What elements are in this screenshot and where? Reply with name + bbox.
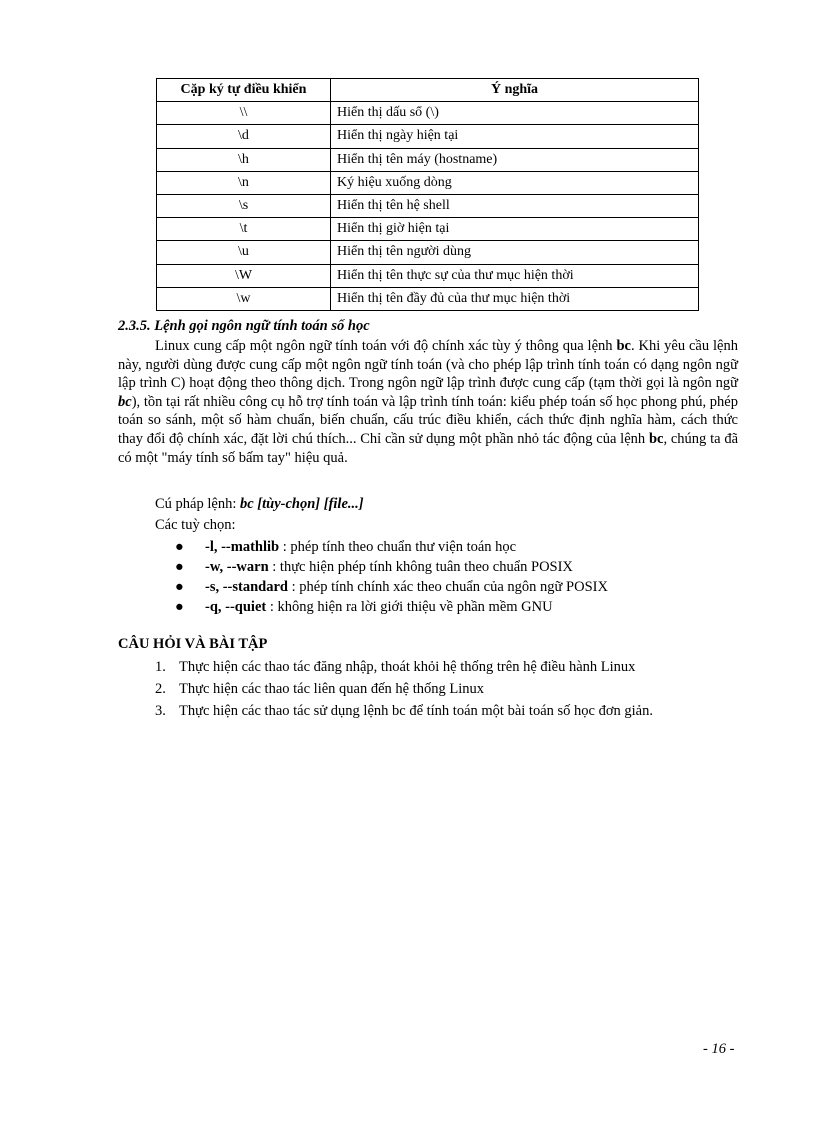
option-flag: -w, --warn	[205, 559, 269, 575]
cell-code: \t	[157, 218, 331, 241]
question-number: 3.	[155, 703, 166, 719]
cell-meaning: Hiển thị tên người dùng	[331, 241, 699, 264]
cell-meaning: Hiển thị tên máy (hostname)	[331, 148, 699, 171]
list-item	[175, 577, 608, 597]
option-desc: : không hiện ra lời giới thiệu về phần mềm GNU	[266, 599, 553, 615]
list-item	[175, 537, 608, 557]
cell-meaning: Ký hiệu xuống dòng	[331, 171, 699, 194]
para-text: . Khi yêu cầu lệnh này, người dùng được cung cấp một ngôn ngữ tính toán (và cho phép lập trình tính toán có dạng ngôn ngữ lập trình C) hoạt động theo thông dịch. Trong ngôn ngữ lập trình được cung cấp (tạm thời gọi là ngôn ngữ	[118, 338, 738, 392]
cell-code: \s	[157, 194, 331, 217]
cell-code: \n	[157, 171, 331, 194]
options-title: Các tuỳ chọn:	[155, 517, 236, 533]
cell-code: \W	[157, 264, 331, 287]
bullet-icon: ●	[175, 599, 184, 615]
control-chars-table	[156, 78, 699, 311]
table-header-code: Cặp ký tự điều khiển	[157, 79, 331, 102]
cell-code: \d	[157, 125, 331, 148]
table-row	[157, 102, 699, 125]
syntax-label: Cú pháp lệnh:	[155, 496, 240, 512]
para-text: , chúng ta đã có một "máy tính số bấm tay" hiệu quả.	[118, 430, 739, 466]
bullet-icon: ●	[175, 539, 184, 555]
option-flag: -l, --mathlib	[205, 539, 280, 555]
list-item	[175, 557, 608, 577]
cell-meaning: Hiển thị tên đầy đủ của thư mục hiện thời	[331, 287, 699, 310]
questions-list	[155, 657, 653, 723]
option-flag: -q, --quiet	[205, 599, 267, 615]
cell-meaning: Hiển thị dấu sổ (\)	[331, 102, 699, 125]
syntax-command: bc [tùy-chọn] [file...]	[239, 496, 364, 512]
table-header-row	[157, 79, 699, 102]
table-row	[157, 287, 699, 310]
question-text: Thực hiện các thao tác đăng nhập, thoát khỏi hệ thống trên hệ điều hành Linux	[179, 659, 636, 675]
question-number: 2.	[155, 681, 166, 697]
table-row	[157, 194, 699, 217]
list-item	[155, 679, 653, 701]
bc-keyword: bc	[648, 430, 664, 447]
cell-code: \u	[157, 241, 331, 264]
cell-meaning: Hiển thị ngày hiện tại	[331, 125, 699, 148]
cell-code: \h	[157, 148, 331, 171]
cell-meaning: Hiển thị tên thực sự của thư mục hiện thời	[331, 264, 699, 287]
table-row	[157, 264, 699, 287]
question-text: Thực hiện các thao tác liên quan đến hệ thống Linux	[179, 681, 485, 697]
table-header-meaning: Ý nghĩa	[331, 79, 699, 102]
options-list	[175, 537, 608, 617]
list-item	[175, 597, 608, 617]
bullet-icon: ●	[175, 559, 184, 575]
option-desc: : phép tính theo chuẩn thư viện toán học	[279, 539, 517, 555]
table-row	[157, 171, 699, 194]
section-paragraph	[118, 337, 738, 467]
section-heading: 2.3.5. Lệnh gọi ngôn ngữ tính toán số học	[118, 318, 370, 334]
table-row	[157, 241, 699, 264]
cell-meaning: Hiển thị tên hệ shell	[331, 194, 699, 217]
cell-code: \\	[157, 102, 331, 125]
option-desc: : phép tính chính xác theo chuẩn của ngôn ngữ POSIX	[287, 579, 608, 595]
table-row	[157, 125, 699, 148]
question-number: 1.	[155, 659, 166, 675]
bc-keyword: bc	[118, 393, 132, 410]
para-text: Linux cung cấp một ngôn ngữ tính toán với độ chính xác tùy ý thông qua lệnh	[155, 338, 617, 354]
cell-meaning: Hiển thị giờ hiện tại	[331, 218, 699, 241]
option-desc: : thực hiện phép tính không tuân theo chuẩn POSIX	[268, 559, 573, 575]
bullet-icon: ●	[175, 579, 184, 595]
option-flag: -s, --standard	[205, 579, 288, 595]
bc-keyword: bc	[616, 338, 631, 354]
question-text: Thực hiện các thao tác sử dụng lệnh bc để tính toán một bài toán số học đơn giản.	[179, 703, 653, 719]
questions-heading: CÂU HỎI VÀ BÀI TẬP	[118, 636, 268, 652]
table-row	[157, 218, 699, 241]
table-row	[157, 148, 699, 171]
page-number: - 16 -	[703, 1041, 735, 1057]
syntax-line	[155, 496, 364, 513]
list-item	[155, 701, 653, 723]
cell-code: \w	[157, 287, 331, 310]
list-item	[155, 657, 653, 679]
para-text: ), tồn tại rất nhiều công cụ hỗ trợ tính toán và lập trình tính toán: kiểu phép toán số học phong phú, phép toán so sánh, một số hàm chuẩn, biến chuẩn, cấu trúc điều khiển, cách thức định nghĩa hàm, cách thức thay đổi độ chính xác, đặt lời chú thích... Chỉ cần sử dụng một phần nhỏ tác động của lệnh	[118, 393, 738, 447]
